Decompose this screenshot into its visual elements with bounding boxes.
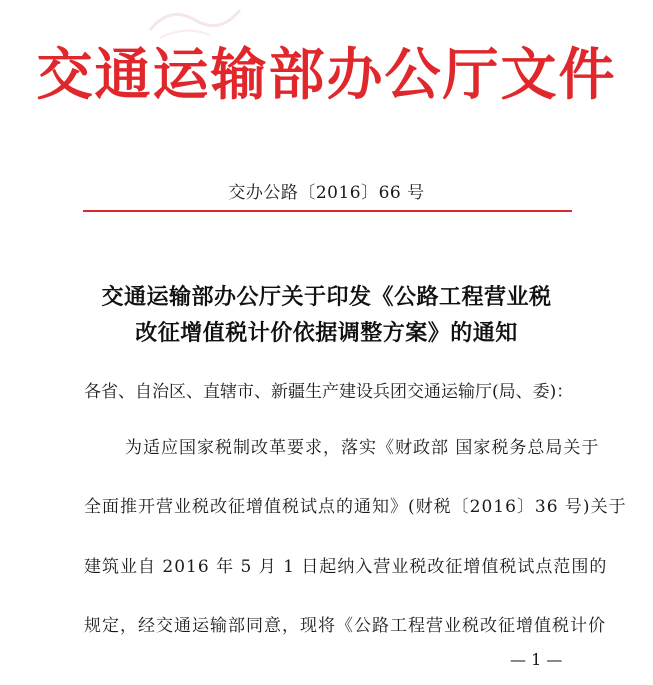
letterhead-title: 交通运输部办公厅文件 bbox=[36, 42, 617, 108]
body-paragraph-line: 规定，经交通运输部同意，现将《公路工程营业税改征增值税计价 bbox=[84, 616, 606, 636]
salutation: 各省、自治区、直辖市、新疆生产建设兵团交通运输厅(局、委)： bbox=[84, 382, 574, 402]
red-divider-line bbox=[83, 210, 572, 212]
body-paragraph-line: 全面推开营业税改征增值税试点的通知》(财税〔2016〕36 号)关于 bbox=[84, 497, 627, 517]
body-paragraph-line: 为适应国家税制改革要求，落实《财政部 国家税务总局关于 bbox=[125, 438, 600, 458]
body-paragraph-line: 建筑业自 2016 年 5 月 1 日起纳入营业税改征增值税试点范围的 bbox=[84, 557, 608, 577]
document-number: 交办公路〔2016〕66 号 bbox=[228, 183, 425, 203]
page-number: — 1 — bbox=[510, 650, 563, 669]
faint-stamp-mark bbox=[140, 0, 250, 40]
notice-title-line-1: 交通运输部办公厅关于印发《公路工程营业税 bbox=[101, 285, 552, 310]
notice-title-line-2: 改征增值税计价依据调整方案》的通知 bbox=[135, 321, 518, 346]
